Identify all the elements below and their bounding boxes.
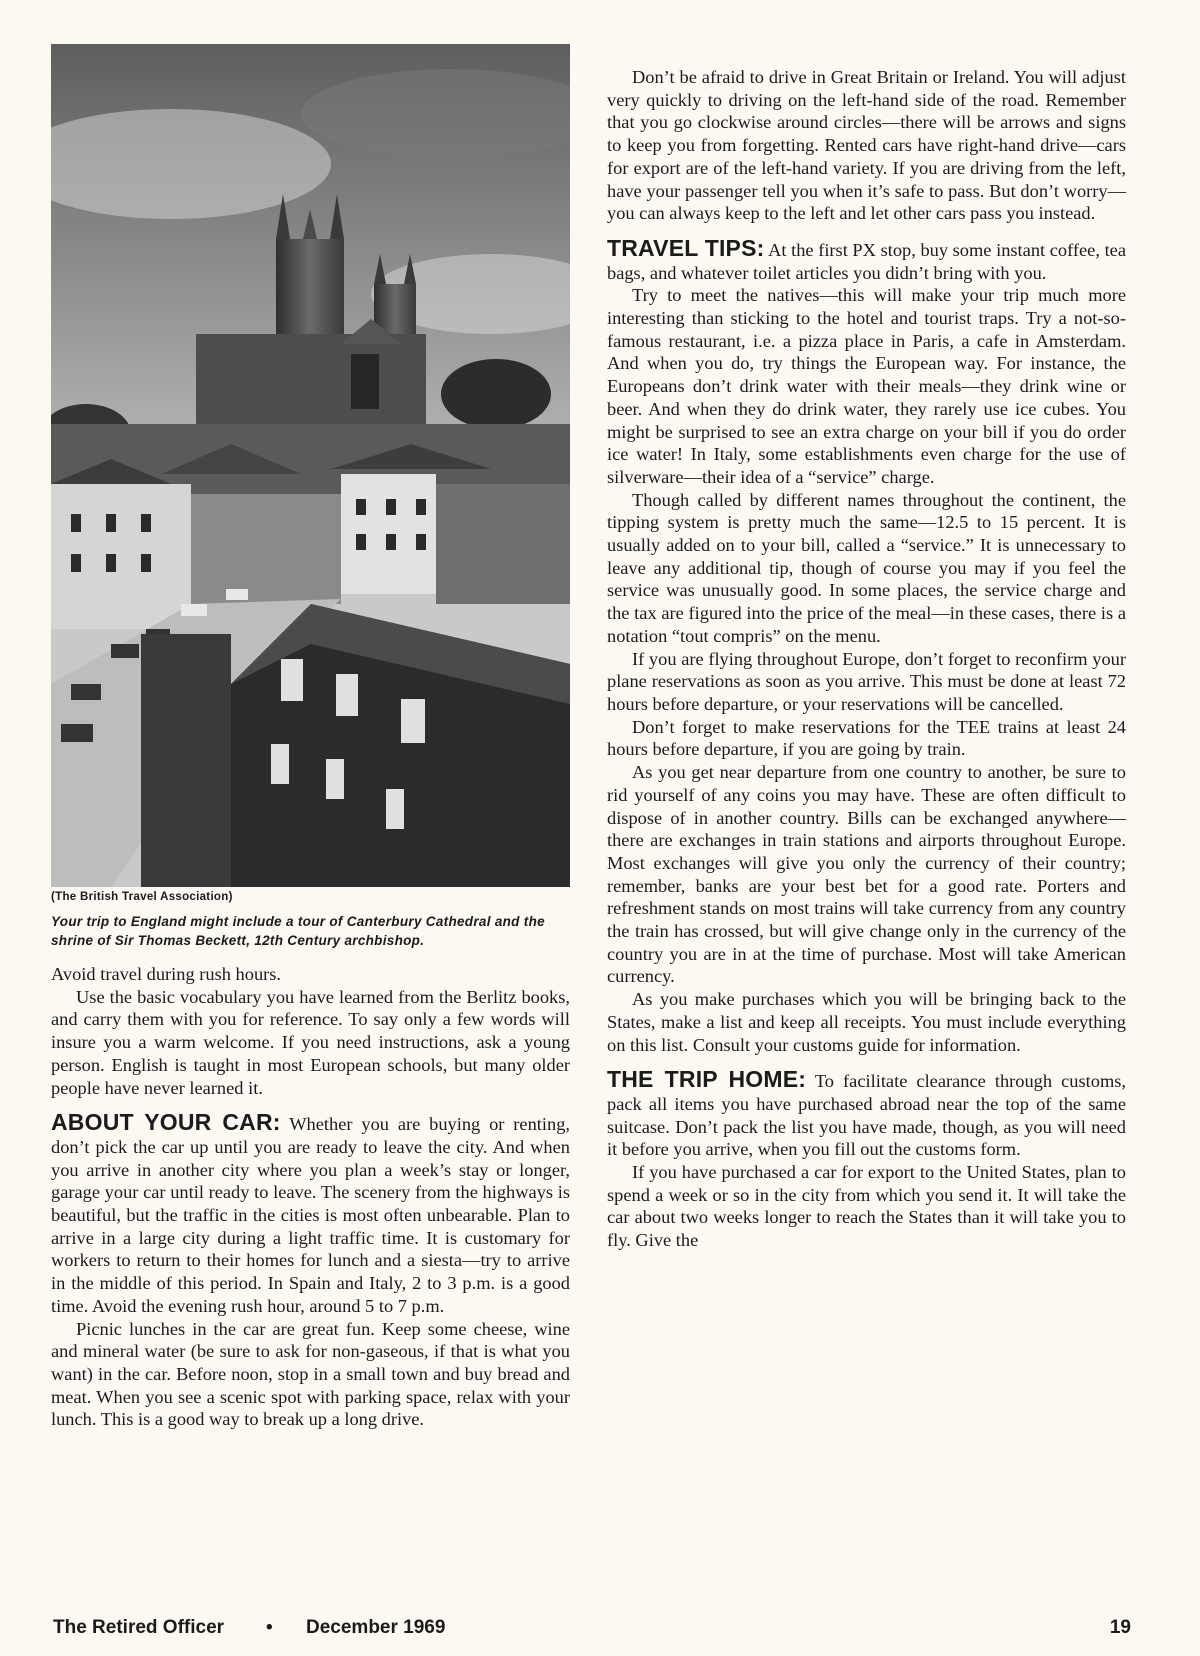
section-travel-tips (607, 234, 1126, 284)
paragraph: Don’t be afraid to drive in Great Britain or Ireland. You will adjust very quickly to driving on the left-hand side of the road. Remember that you go clockwise around circles—there will be arrows and signs to keep you from forgetting. Rented cars have right-hand drive—cars for export are of the left-hand variety. If you are driving from the left, have your passenger tell you when it’s safe to pass. But don’t worry—you can always keep to the left and let other cars pass you instead. (607, 67, 1126, 224)
section-the-trip-home (607, 1068, 1126, 1161)
section-heading: TRAVEL TIPS: (607, 234, 765, 261)
paragraph: If you are flying throughout Europe, don’t forget to reconfirm your plane reservations as soon as you arrive. This must be done at least 72 hours before departure, or your reservations will be cancelled. (607, 648, 1126, 714)
paragraph: Picnic lunches in the car are great fun. Keep some cheese, wine and mineral water (be sure to ask for non-gaseous, if that is what you want) in the car. Before noon, stop in a small town and buy bread and meat. When you see a scenic spot with parking space, relax with your lunch. This is a good way to break up a long drive. (51, 1318, 570, 1430)
paragraph: As you get near departure from one country to another, be sure to rid yourself of any coins you may have. These are often difficult to dispose of in another country. Bills can be exchanged anywhere—there are exchanges in train stations and airports throughout Europe. Most exchanges will give you only the currency of their country; remember, banks are your best bet for a good rate. Porters and refreshment stands on most trains will take currency from any country the train has crossed, but will give change only in the currency of the country you are in at the time of purchase. Most will take American currency. (607, 762, 1126, 987)
paragraph: Use the basic vocabulary you have learned from the Berlitz books, and carry them with you for reference. To say only a few words will insure you a warm welcome. If you need instructions, ask a young person. English is taught in most European schools, but many older people have never learned it. (51, 986, 570, 1098)
paragraph: Don’t forget to make reservations for the TEE trains at least 24 hours before departure, if you are going by train. (607, 716, 1126, 760)
paragraph: Try to meet the natives—this will make your trip much more interesting than sticking to the hotel and tourist traps. Try a not-so-famous restaurant, i.e. a pizza place in Paris, a cafe in Amsterdam. And when you do, try things the European way. For instance, the Europeans don’t drink water with their meals—they drink wine or beer. And when they do drink water, they rarely use ice cubes. You might be surprised to see an extra charge on your bill if you do order ice water! In Italy, some establishments even charge for the use of silverware—their idea of a “service” charge. (607, 285, 1126, 487)
left-column (51, 44, 570, 1431)
photo-credit: (The British Travel Association) (51, 891, 233, 903)
footer-separator: • (266, 1617, 273, 1638)
paragraph: If you have purchased a car for export to the United States, plan to spend a week or so in the city from which you send it. It will take the car about two weeks longer to reach the States than it will take you to fly. Give the (607, 1162, 1126, 1251)
paragraph-text: To facilitate clearance through customs, pack all items you have purchased abroad near the top of the same suitcase. Don’t pack the list you have made, though, as you will need it before you arrive, when you fill out the customs form. (607, 1071, 1126, 1160)
cathedral-illustration (51, 44, 570, 887)
issue-date: December 1969 (306, 1617, 446, 1638)
paragraph-text: Whether you are buying or renting, don’t pick the car up until you are ready to leave the city. And when you arrive in another city where you plan a week’s stay or longer, garage your car until ready to leave. The scenery from the highways is beautiful, but the traffic in the cities is most often unbearable. Plan to arrive in a large city during a light traffic time. It is customary for workers to return to their homes for lunch and a siesta—try to arrive in the middle of this period. In Spain and Italy, 2 to 3 p.m. is a good time. Avoid the evening rush hour, around 5 to 7 p.m. (51, 1114, 571, 1316)
photo-caption: Your trip to England might include a tour of Canterbury Cathedral and the shrine of Sir Thomas Beckett, 12th Century archbishop. (51, 914, 545, 948)
page-number: 19 (1109, 1617, 1131, 1638)
section-heading: ABOUT YOUR CAR: (51, 1109, 281, 1136)
right-column (607, 66, 1126, 1252)
paragraph-text: At the first PX stop, buy some instant coffee, tea bags, and whatever toilet articles you didn’t bring with you. (607, 239, 1126, 283)
section-heading: THE TRIP HOME: (607, 1066, 807, 1093)
section-about-your-car (51, 1111, 570, 1317)
paragraph: Though called by different names throughout the continent, the tipping system is pretty much the same—12.5 to 15 percent. It is usually added on to your bill, called a “service.” It is unnecessary to leave any additional tip, though of course you may if you feel the service was unusually good. In some places, the service charge and the tax are figured into the price of the meal—in these cases, there is a notation “tout compris” on the menu. (607, 489, 1126, 646)
paragraph: As you make purchases which you will be bringing back to the States, make a list and keep all receipts. You must include everything on this list. Consult your customs guide for information. (607, 989, 1126, 1055)
canterbury-cathedral-photo (51, 44, 570, 887)
paragraph: Avoid travel during rush hours. (51, 964, 282, 984)
publication-name: The Retired Officer (53, 1617, 225, 1638)
